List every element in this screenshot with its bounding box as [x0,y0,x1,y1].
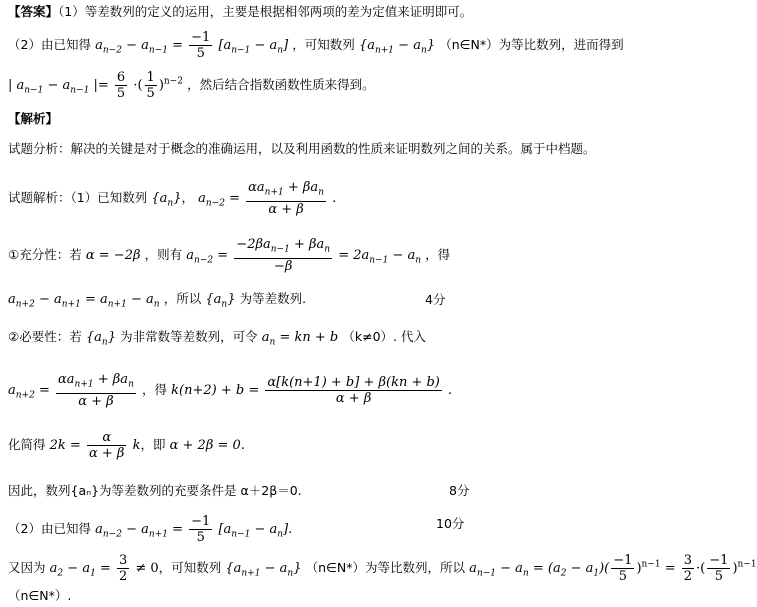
part2-line: （2）由已知得 $a_{n-2} - a_{n+1}$ = $\frac{-1}{5}$ $[a_{n-1} - a_n]$. [8,514,293,545]
conclusion-line [8,483,302,500]
formula-kn2: k(n+2) + b = [171,382,260,398]
answer-line-3: | $a_{n-1} - a_{n-1}$ |= $\frac{6}{5}$ ·( $\frac{1}{5}$ )$^{n-2}$ ，然后结合指数函数性质来得到。 [8,70,375,101]
p2-more-c: （n∈N*）为等比数列，所以 [305,560,466,575]
answer-part-3-tail: ，然后结合指数函数性质来得到。 [187,77,375,92]
frac-weighted: $\frac{\alpha a_{n+1} + \beta a_n}{\alpha + \beta}$ [248,180,324,217]
formula-ap: $a_{n+2} - a_{n+1} = a_{n+1} - a_n$ [8,292,160,310]
solution-line-1: 试题解析：（1）已知数列 $\{a_n\}$， $a_{n-2}$ = $\frac{\alpha a_{n+1} + \beta a_n}{\alpha + \beta}$ . [8,180,337,217]
formula-an2: $a_{n-2}$ = [198,190,240,209]
analysis-intro: 试题分析：解决的关键是对于概念的准确运用，以及利用函数的性质来证明数列之间的关系。属于中档题。 [8,141,596,156]
frac-3-2: $\frac{3}{2}$ [118,553,128,584]
necessity-line-2: $a_{n+2}$ = $\frac{\alpha a_{n+1} + \beta a_n}{\alpha + \beta}$ ，得 k(n+2) + b = $\frac{\alpha[k(n+1) + b] + \beta(kn + b)}{\alpha + \beta}$ . [8,372,453,409]
formula-seq-p2: $\{a_{n+1} - a_n\}$ [225,561,302,579]
score-10: 10分 [436,516,465,531]
analysis-line [8,111,58,128]
formula-an: $\{a_n\}$ [151,190,182,209]
last-line [8,588,71,605]
frac-p2: $\frac{-1}{5}$ [191,514,211,545]
frac-simp: $\frac{\alpha}{\alpha + \beta}$ [88,430,125,461]
suff-part-c: ，得 [425,246,451,262]
analysis-intro-line [8,141,596,158]
sufficiency-line-2 [8,291,306,313]
frac-geo-2: $\frac{-1}{5}$ [709,553,729,584]
answer-line-1 [8,4,472,21]
answer-line-2 [8,30,624,61]
formula-abs: | $a_{n-1} - a_{n-1}$ |= [8,78,109,96]
formula-seq: $\{a_{n+1} - a_n\}$ [358,38,436,56]
score-8: 8分 [449,483,470,498]
solution-part-a: 试题解析：（1）已知数列 [8,189,148,205]
p2-part-a: （2）由已知得 [8,521,91,536]
simp-part-a: 化简得 [8,437,46,452]
answer-part-2-c: （n∈N*）为等比数列，进而得到 [439,37,624,52]
p2-more-b: ，可知数列 [158,560,222,575]
suff-part-b: ，则有 [144,246,183,262]
formula-2k: 2k = [49,438,81,453]
formula-a2-a1: $a_2 - a_1$ = [49,561,111,579]
suff-part-e: 为等差数列. [239,291,307,306]
suff-part-a: ①充分性：若 [8,246,82,262]
necessity-line [8,329,426,351]
p2-more-a: 又因为 [8,560,46,575]
simp-part-b: ，即 [140,437,166,452]
simplify-line: 化简得 2k = $\frac{\alpha}{\alpha + \beta}$ k，即 α + 2β = 0. [8,430,245,461]
formula-suff-res: = $2a_{n-1} - a_n$ [338,247,422,266]
formula-diff: $a_{n-2} - a_{n-1}$ = [95,38,183,56]
answer-part-2-a: （2）由已知得 [8,37,91,52]
conclusion-text: 因此，数列{aₙ}为等差数列的充要条件是 α＋2β＝0. [8,483,302,498]
suff-part-d: ，所以 [163,291,202,306]
formula-diff-rhs: $[a_{n-1} - a_n]$ [218,38,289,56]
formula-kn-b: $a_n$ = kn + b [261,330,339,348]
answer-label: 【答案】 [8,4,59,19]
answer-part-2-b: ，可知数列 [292,37,355,52]
analysis-label: 【解析】 [8,111,59,126]
formula-cond: α + 2β = 0 [169,438,241,453]
formula-p2-rhs: $[a_{n-1} - a_n]$ [218,522,289,540]
frac-1-5: $\frac{1}{5}$ [146,70,155,101]
formula-an-nec: $\{a_n\}$ [85,330,116,348]
formula-an-2: $a_{n-2}$ = [186,247,229,266]
nec-part-d: ，得 [142,381,168,397]
frac-geo-1: $\frac{-1}{5}$ [613,553,633,584]
formula-an-set: $\{a_n\}$ [205,292,236,310]
formula-an2-nec: $a_{n+2}$ = [8,382,50,401]
nec-part-b: 为非常数等差数列，可令 [120,329,258,344]
nec-part-c: （k≠0）. 代入 [342,329,426,344]
last-line-text: （n∈N*）. [8,588,72,603]
part2-line-2: 又因为 $a_2 - a_1$ = $\frac{3}{2}$ ≠ 0，可知数列 $\{a_{n+1} - a_n\}$ （n∈N*）为等比数列，所以 $a_{n-1} - a_n = (a_2 - a_1)$( $\frac{-1}{5}$ )$^{n-1}$ = $\frac{3}{2}$ ·( $\frac{-1}{5}$ )$^{n-1}$ [8,553,757,584]
sufficiency-line [8,237,450,274]
frac-neg1-5: $\frac{-1}{5}$ [191,30,211,61]
score-4: 4分 [425,292,446,307]
nec-part-a: ②必要性：若 [8,329,82,344]
frac-nec-1: $\frac{\alpha a_{n+1} + \beta a_n}{\alpha + \beta}$ [58,372,134,409]
frac-6-5: $\frac{6}{5}$ [116,70,126,101]
formula-alpha-beta: α = −2β [85,247,141,263]
frac-suff: $\frac{-2\beta a_{n-1} + \beta a_n}{-\beta}$ [236,237,331,274]
formula-geo: $a_{n-1} - a_n = (a_2 - a_1)$( [469,561,610,579]
frac-nec-2: $\frac{\alpha[k(n+1) + b] + \beta(kn + b)}{\alpha + \beta}$ [267,374,440,406]
answer-part-1: （1）等差数列的定义的运用，主要是根据相邻两项的差为定值来证明即可。 [58,4,473,19]
formula-p2-diff: $a_{n-2} - a_{n+1}$ = [95,522,183,540]
frac-geo-3-2: $\frac{3}{2}$ [683,553,693,584]
